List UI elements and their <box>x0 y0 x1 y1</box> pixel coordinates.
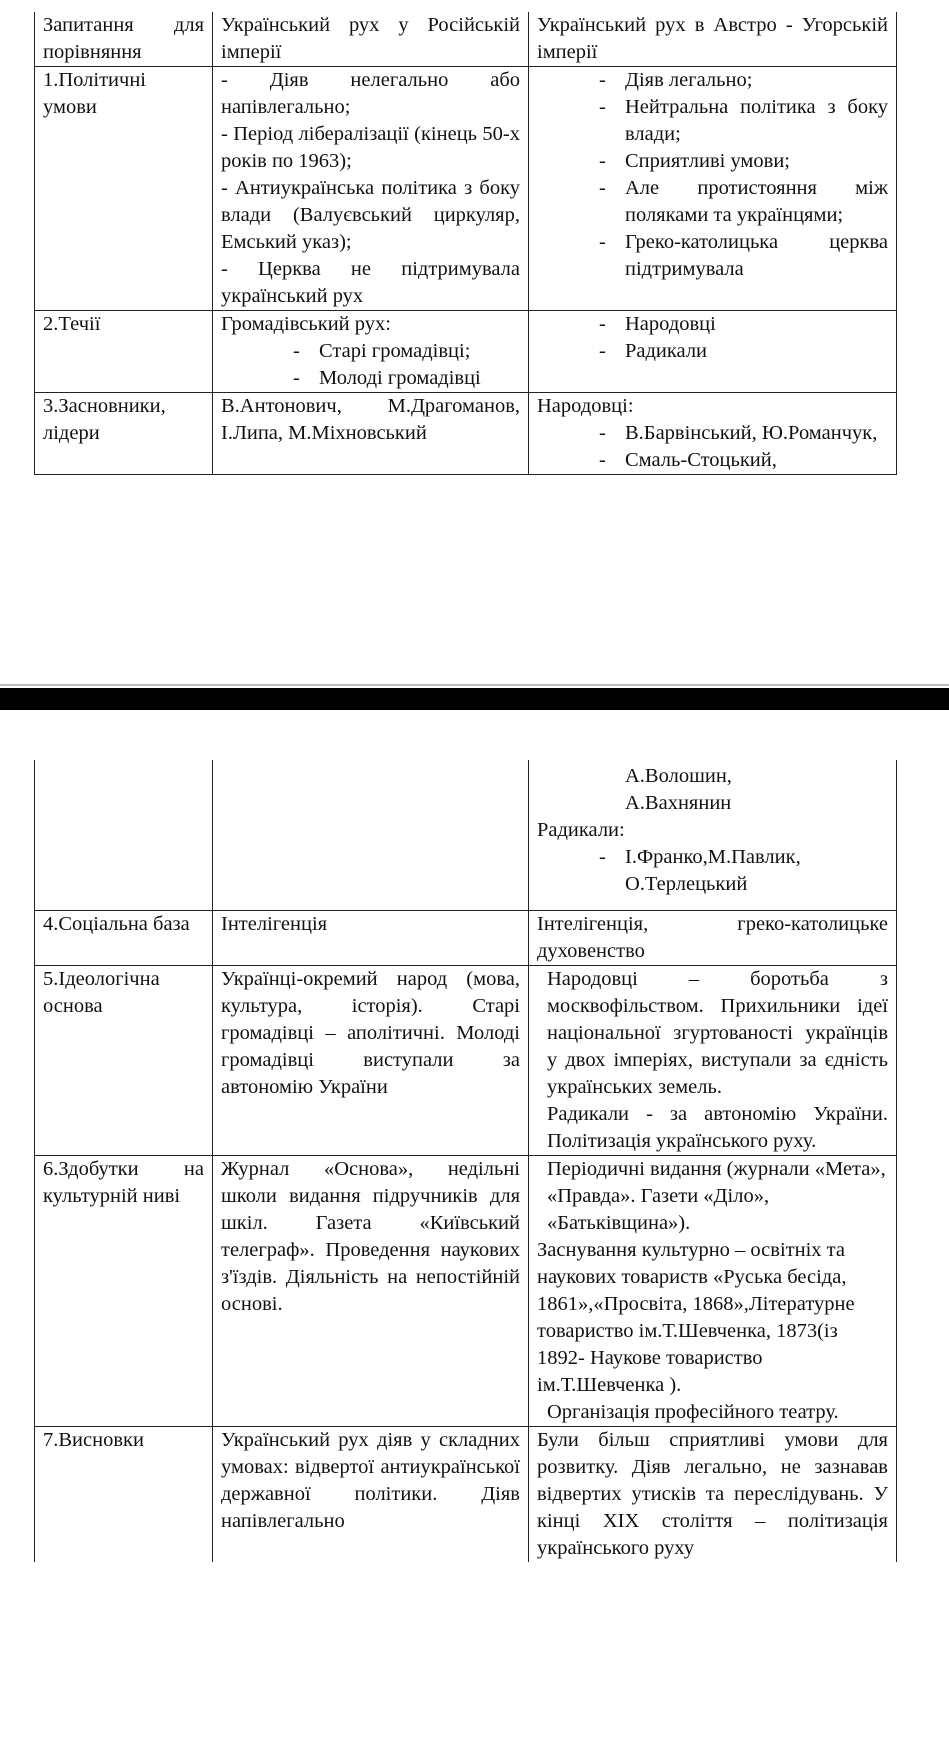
list-item: - Греко-католицька церква підтримувала <box>599 231 888 280</box>
cell-russian <box>213 760 529 911</box>
page-break-shadow <box>0 684 949 686</box>
list-item: - Діяв легально; <box>599 69 753 91</box>
list-item: - Народовці <box>599 313 716 335</box>
page-separator <box>0 688 949 710</box>
header-question: Запитання для порівняння <box>35 12 213 67</box>
cell-russian: В.Антонович, М.Драгоманов, І.Липа, М.Міхновський <box>213 393 529 475</box>
list-item: - Радикали <box>599 340 708 362</box>
row-label: 7.Висновки <box>35 1427 213 1563</box>
header-russian-empire: Український рух у Російській імперії <box>213 12 529 67</box>
row-label: 5.Ідеологічна основа <box>35 966 213 1156</box>
list-item: - Антиукраїнська політика з боку влади (Валуєвський циркуляр, Емський указ); <box>221 177 520 253</box>
list-item: - Старі громадівці; <box>293 340 471 362</box>
cell-russian <box>213 67 529 311</box>
list-item: - Смаль-Стоцький, <box>599 449 777 471</box>
cell-austrian: Періодичні видання (журнали «Мета», «Правда». Газети «Діло», «Батьківщина»). Заснування культурно – освітніх та наукових товариств «Руська бесіда, 1861»,«Просвіта, 1868»,Літературне товариство ім.Т.Шевченка, 1873(із 1892- Наукове товариство ім.Т.Шевченка ). Організація професійного театру. <box>529 1156 897 1427</box>
cell-russian: Українці-окремий народ (мова, культура, історія). Старі громадівці – аполітичні. Молоді громадівці виступали за автономію України <box>213 966 529 1156</box>
cell-austrian: Народовці: - В.Барвінський, Ю.Романчук, - Смаль-Стоцький, <box>529 393 897 475</box>
document-page-2 <box>0 710 949 1760</box>
cell-austrian <box>529 311 897 393</box>
cell-austrian: А.Волошин, А.Вахнянин Радикали: - І.Франко,М.Павлик, О.Терлецький <box>529 760 897 911</box>
table-row-cultural-achievements <box>35 1156 897 1427</box>
dash-list <box>537 67 888 283</box>
dash-list <box>537 311 888 365</box>
table-row-founders-continued <box>35 760 897 911</box>
table-row-social-base <box>35 911 897 966</box>
dash-list <box>221 338 520 392</box>
table-row-political-conditions <box>35 67 897 311</box>
row-label: 1.Політичні умови <box>35 67 213 311</box>
table-header-row <box>35 12 897 67</box>
cell-russian: Інтелігенція <box>213 911 529 966</box>
comparison-table-part-1 <box>34 12 897 475</box>
dash-list <box>537 420 888 474</box>
cell-austrian <box>529 67 897 311</box>
list-item: - Але протистояння між поляками та українцями; <box>599 177 888 226</box>
list-item: - Сприятливі умови; <box>599 150 790 172</box>
table-row-conclusions <box>35 1427 897 1563</box>
cell-austrian: Інтелігенція, греко-католицьке духовенство <box>529 911 897 966</box>
list-item: - Період лібералізації (кінець 50-х років по 1963); <box>221 123 520 172</box>
list-item: - Діяв нелегально або напівлегально; <box>221 69 520 118</box>
list-item: - В.Барвінський, Ю.Романчук, <box>599 422 878 444</box>
row-label <box>35 760 213 911</box>
cell-russian: Журнал «Основа», недільні школи видання підручників для шкіл. Газета «Київський телеграф». Проведення наукових з'їздів. Діяльність на непостійній основі. <box>213 1156 529 1427</box>
table-row-ideology <box>35 966 897 1156</box>
list-item: - І.Франко,М.Павлик, О.Терлецький <box>599 846 801 895</box>
row-label: 3.Засновники, лідери <box>35 393 213 475</box>
header-austro-hungarian-empire: Український рух в Австро - Угорській імперії <box>529 12 897 67</box>
row-label: 2.Течії <box>35 311 213 393</box>
row-label: 4.Соціальна база <box>35 911 213 966</box>
document-page-1 <box>0 0 949 688</box>
list-item: - Нейтральна політика з боку влади; <box>599 96 888 145</box>
list-item: - Молоді громадівці <box>293 367 481 389</box>
cell-austrian: Народовці – боротьба з москвофільством. Прихильники ідеї національної згуртованості українців у двох імперіях, виступали за єдність українських земель. Радикали - за автономію України. Політизація українського руху. <box>529 966 897 1156</box>
table-row-founders <box>35 393 897 475</box>
dash-list <box>537 844 888 898</box>
row-label: 6.Здобутки на культурній ниві <box>35 1156 213 1427</box>
comparison-table-part-2 <box>34 760 897 1562</box>
cell-russian: Громадівський рух: - Старі громадівці; - Молоді громадівці <box>213 311 529 393</box>
table-row-currents <box>35 311 897 393</box>
cell-austrian: Були більш сприятливі умови для розвитку. Діяв легально, не зазнавав відвертих утисків та переслідувань. У кінці XIX століття – політизація українського руху <box>529 1427 897 1563</box>
list-item: - Церква не підтримувала український рух <box>221 258 520 307</box>
cell-russian: Український рух діяв у складних умовах: відвертої антиукраїнської державної політики. Діяв напівлегально <box>213 1427 529 1563</box>
